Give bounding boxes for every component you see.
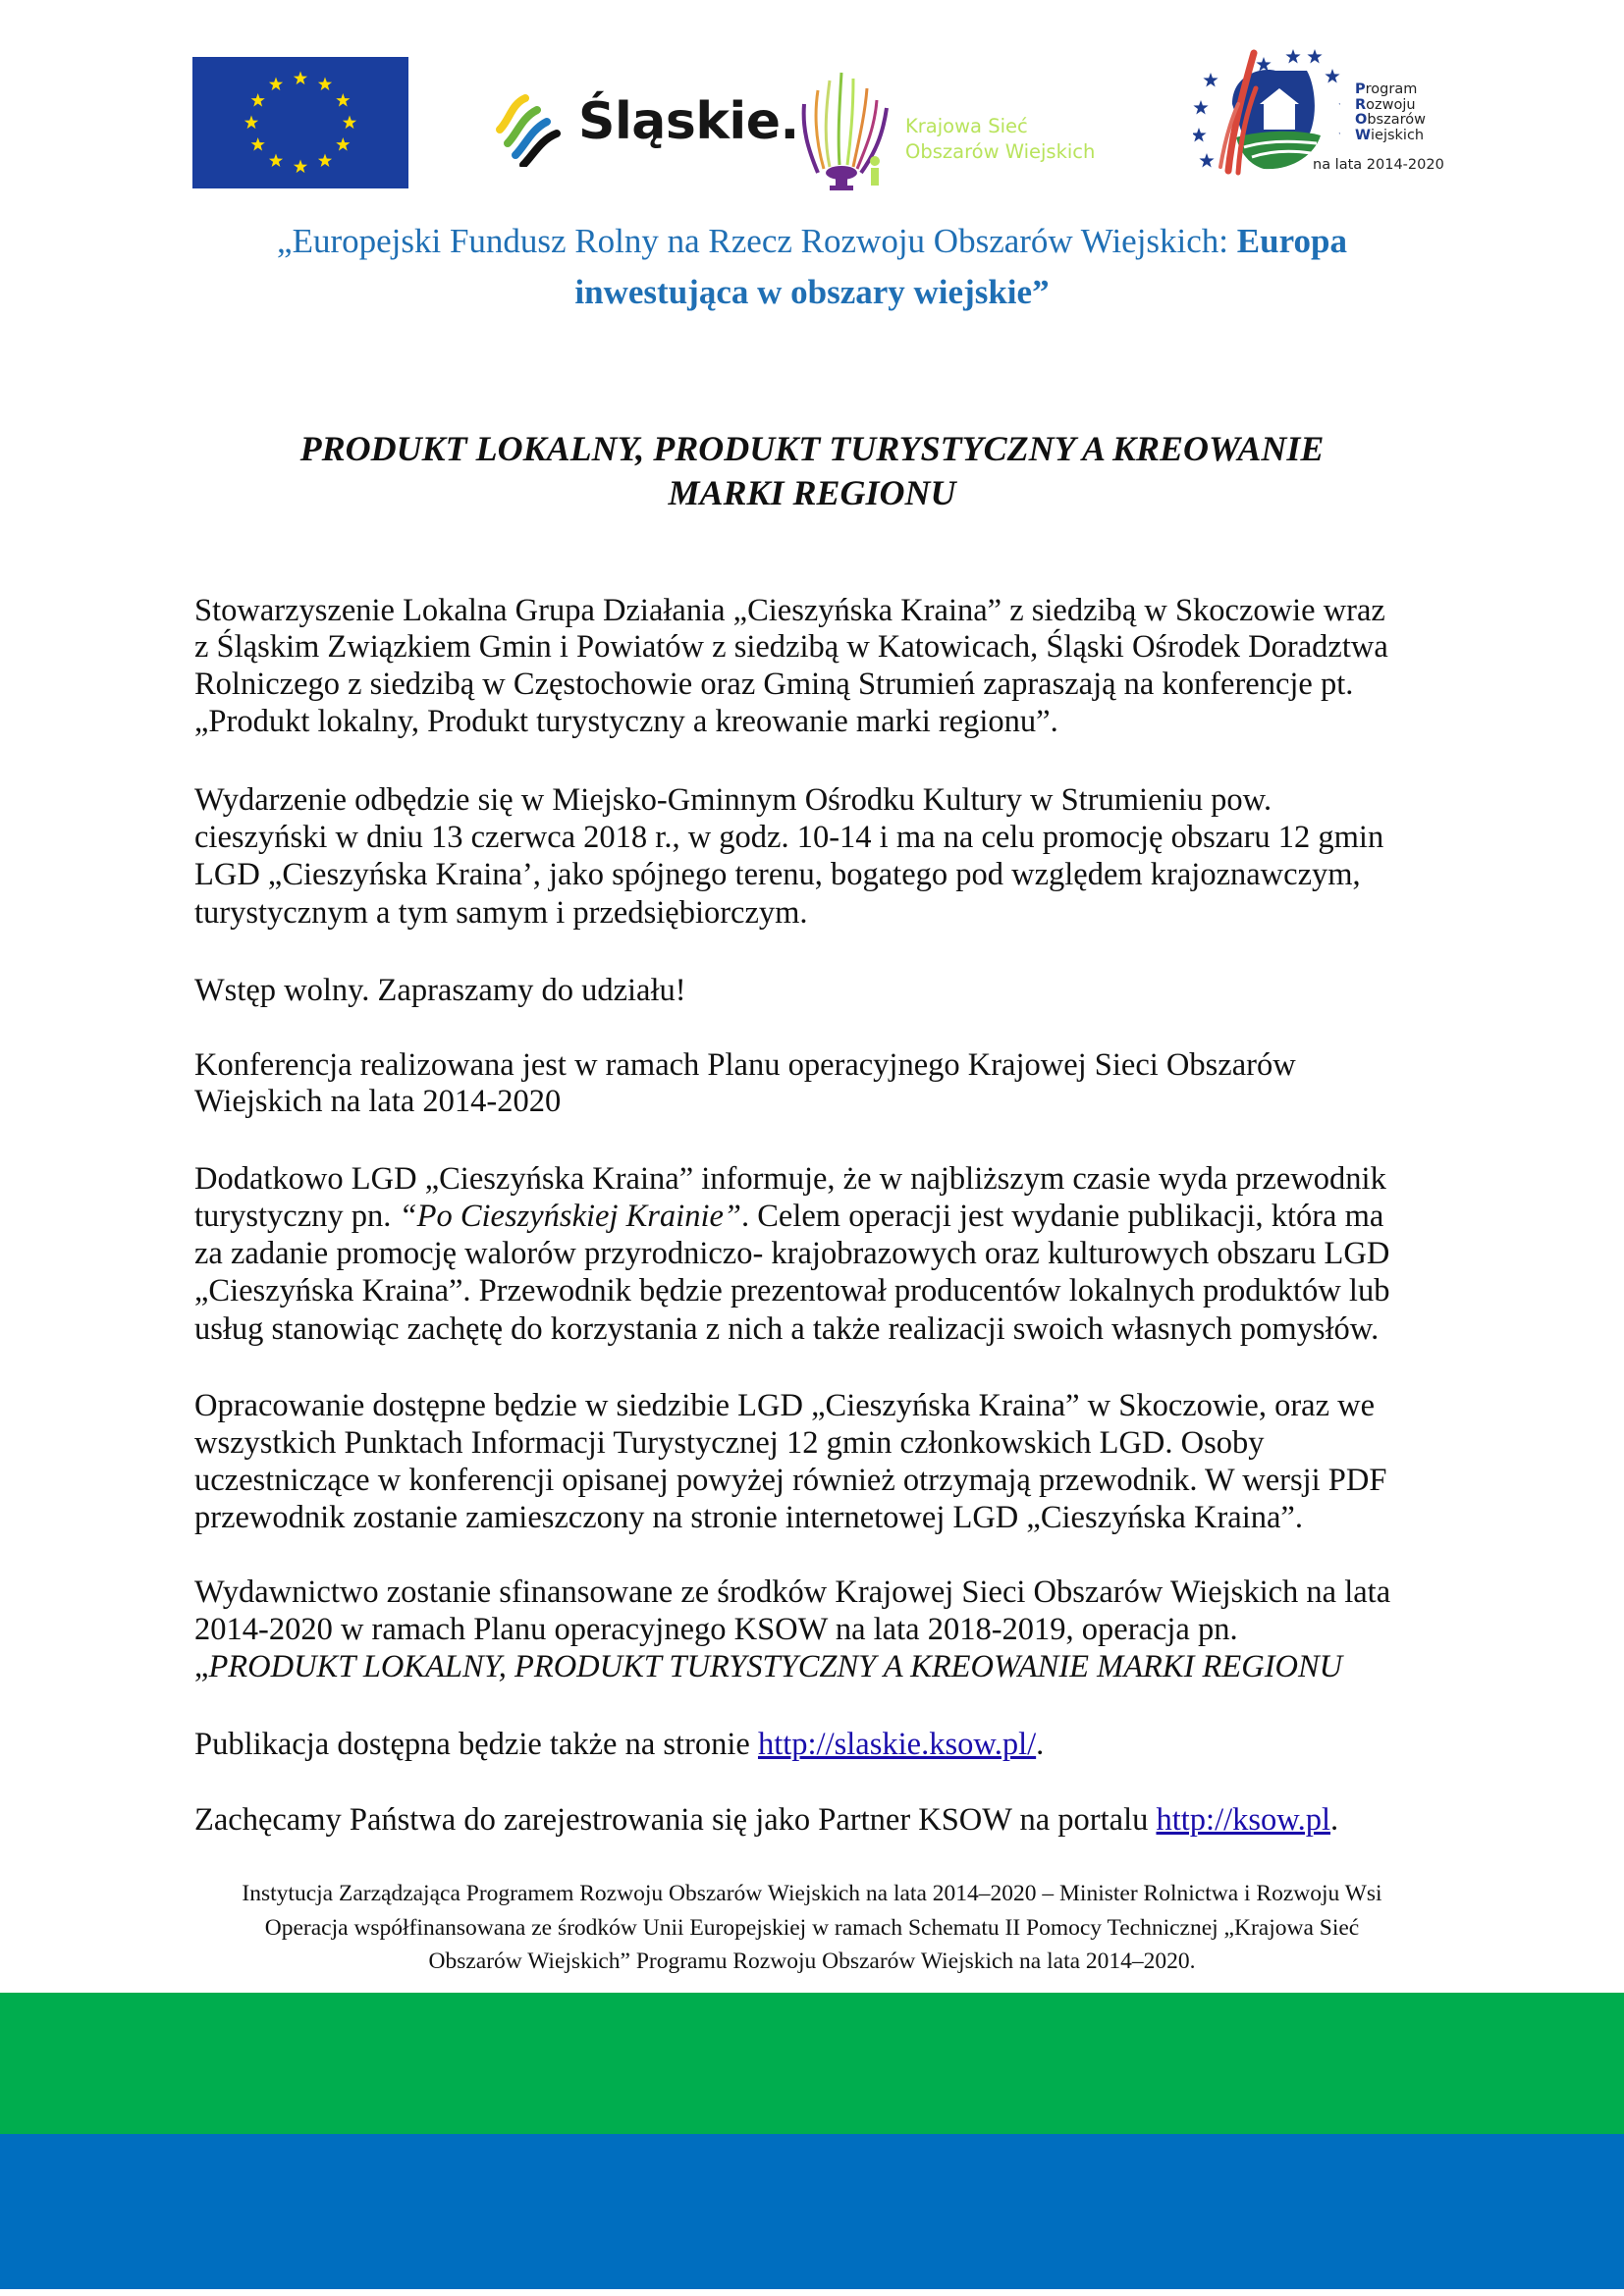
text-line: Wstęp wolny. Zapraszamy do udziału! [194, 973, 686, 1008]
prow-line: Wiejskich [1355, 127, 1425, 143]
text-line: turystycznym a tym samym i przedsiębiorczym. [194, 895, 808, 931]
eu-stars-icon [192, 57, 408, 188]
prow-star-icon [1203, 73, 1218, 87]
text-line: za zadanie promocję walorów przyrodniczo- krajobrazowych oraz kulturowych obszaru LGD [194, 1236, 1390, 1271]
prow-star-icon [1338, 128, 1340, 142]
prow-star-icon [1199, 153, 1214, 168]
text-line: Wydarzenie odbędzie się w Miejsko-Gminnym Ośrodku Kultury w Strumieniu pow. [194, 782, 1272, 818]
prow-wordmark [1355, 82, 1426, 143]
ksow-line-2: Obszarów Wiejskich [905, 140, 1096, 163]
prow-star-icon [1307, 49, 1322, 64]
text-line: Rolniczego z siedzibą w Częstochowie oraz Gminą Strumień zapraszają na konferencje pt. [194, 667, 1354, 702]
text-line: wszystkich Punktach Informacji Turystycznej 12 gmin członkowskich LGD. Osoby [194, 1425, 1265, 1461]
page-title-line-1: PRODUKT LOKALNY, PRODUKT TURYSTYCZNY A KREOWANIE [299, 429, 1325, 468]
eu-star-icon [269, 154, 283, 168]
footer-blue-band [0, 2134, 1624, 2289]
text-line [194, 1199, 1383, 1235]
text-line: Stowarzyszenie Lokalna Grupa Działania „Cieszyńska Kraina” z siedzibą w Skoczowie wraz [194, 593, 1385, 628]
eu-star-icon [251, 93, 265, 107]
eu-star-icon [336, 137, 350, 151]
prow-logo [1193, 45, 1444, 179]
ksow-wordmark [905, 114, 1095, 165]
footer-line: Operacja współfinansowana ze środków Unii Europejskiej w ramach Schematu II Pomocy Technicznej „Krajowa Sieć [264, 1915, 1360, 1941]
text-span: Zachęcamy Państwa do zarejestrowania się jako Partner KSOW na portalu [194, 1802, 1157, 1838]
text-line: Dodatkowo LGD „Cieszyńska Kraina” informuje, że w najbliższym czasie wyda przewodnik [194, 1161, 1386, 1197]
eu-flag-icon [192, 57, 408, 188]
text-line: LGD „Cieszyńska Kraina’, jako spójnego terenu, bogatego pod względem krajoznawczym, [194, 857, 1361, 892]
header-line-2 [0, 273, 1624, 312]
header-line-1 [0, 222, 1624, 261]
prow-line: Rozwoju [1355, 96, 1416, 113]
prow-star-icon [1193, 100, 1208, 115]
text-span: . [1036, 1727, 1045, 1762]
prow-years: na lata 2014-2020 [1313, 157, 1444, 173]
header-bold-text: inwestująca w obszary wiejskie” [574, 273, 1050, 311]
header-regular-text: „Europejski Fundusz Rolny na Rzecz Rozwoju Obszarów Wiejskich: [277, 222, 1237, 260]
prow-star-icon [1256, 57, 1271, 72]
eu-star-icon [318, 154, 332, 168]
eu-star-icon [336, 93, 350, 107]
text-span: . [1330, 1802, 1339, 1838]
footer-line: Instytucja Zarządzająca Programem Rozwoju Obszarów Wiejskich na lata 2014–2020 – Minister Rolnictwa i Rozwoju Wsi [242, 1881, 1382, 1906]
prow-star-icon [1193, 128, 1207, 142]
text-line: z Śląskim Związkiem Gmin i Powiatów z siedzibą w Katowicach, Śląski Ośrodek Doradztwa [194, 629, 1388, 665]
text-line: Wiejskich na lata 2014-2020 [194, 1084, 562, 1119]
text-span: „ [194, 1649, 209, 1684]
text-line: cieszyński w dniu 13 czerwca 2018 r., w godz. 10-14 i ma na celu promocję obszaru 12 gmin [194, 820, 1384, 855]
eu-star-icon [294, 160, 307, 174]
prow-star-icon [1285, 49, 1300, 64]
text-line: „Produkt lokalny, Produkt turystyczny a kreowanie marki regionu”. [194, 704, 1058, 739]
text-line [194, 1727, 1044, 1763]
text-line: Wydawnictwo zostanie sfinansowane ze środków Krajowej Sieci Obszarów Wiejskich na lata [194, 1575, 1391, 1610]
text-line: uczestniczące w konferencji opisanej powyżej również otrzymają przewodnik. W wersji PDF [194, 1463, 1387, 1498]
text-line: przewodnik zostanie zamieszczony na stronie internetowej LGD „Cieszyńska Kraina”. [194, 1500, 1303, 1535]
eu-star-icon [294, 72, 307, 85]
eu-star-icon [318, 78, 332, 91]
ksow-line-1: Krajowa Sieć [905, 115, 1028, 137]
text-span: . Celem operacji jest wydanie publikacji, która ma [741, 1199, 1384, 1234]
eu-star-icon [244, 116, 258, 130]
ksow-emblem-icon [800, 71, 908, 190]
footer-green-band [0, 1993, 1624, 2134]
text-line: Opracowanie dostępne będzie w siedzibie LGD „Cieszyńska Kraina” w Skoczowie, oraz we [194, 1388, 1376, 1423]
eu-star-icon [251, 137, 265, 151]
text-line: „Cieszyńska Kraina”. Przewodnik będzie prezentował producentów lokalnych produktów lub [194, 1273, 1390, 1308]
footer-line: Obszarów Wiejskich” Programu Rozwoju Obszarów Wiejskich na lata 2014–2020. [428, 1949, 1196, 1974]
header-bold-text: Europa [1236, 222, 1347, 260]
prow-line: Obszarów [1355, 112, 1426, 128]
ksow-logo [800, 71, 1095, 190]
prow-line: Program [1355, 81, 1418, 97]
text-span: Publikacja dostępna będzie także na stronie [194, 1727, 758, 1762]
text-line: Konferencja realizowana jest w ramach Planu operacyjnego Krajowej Sieci Obszarów [194, 1047, 1296, 1083]
guide-title: “Po Cieszyńskiej Krainie” [399, 1199, 741, 1234]
slaskie-logo [496, 90, 799, 167]
text-line: usług stanowiąc zachętę do korzystania z nich a także realizacji swoich własnych pomysłów. [194, 1311, 1380, 1347]
eu-star-icon [269, 78, 283, 91]
ksow-portal-link[interactable]: http://ksow.pl [1156, 1802, 1331, 1838]
text-span: turystyczny pn. [194, 1199, 400, 1234]
prow-star-icon [1325, 69, 1339, 83]
slaskie-waves-icon [496, 90, 567, 167]
prow-star-icon [1338, 98, 1340, 113]
text-line [194, 1802, 1338, 1839]
eu-star-icon [343, 116, 356, 130]
text-line [194, 1649, 1342, 1685]
text-line: 2014-2020 w ramach Planu operacyjnego KSOW na lata 2018-2019, operacja pn. [194, 1612, 1238, 1647]
slaskie-wordmark: Śląskie. [578, 92, 799, 151]
slaskie-ksow-link[interactable]: http://slaskie.ksow.pl/ [757, 1727, 1037, 1762]
page-title-line-2: MARKI REGIONU [668, 473, 956, 512]
operation-title: PRODUKT LOKALNY, PRODUKT TURYSTYCZNY A KREOWANIE MARKI REGIONU [208, 1649, 1343, 1684]
